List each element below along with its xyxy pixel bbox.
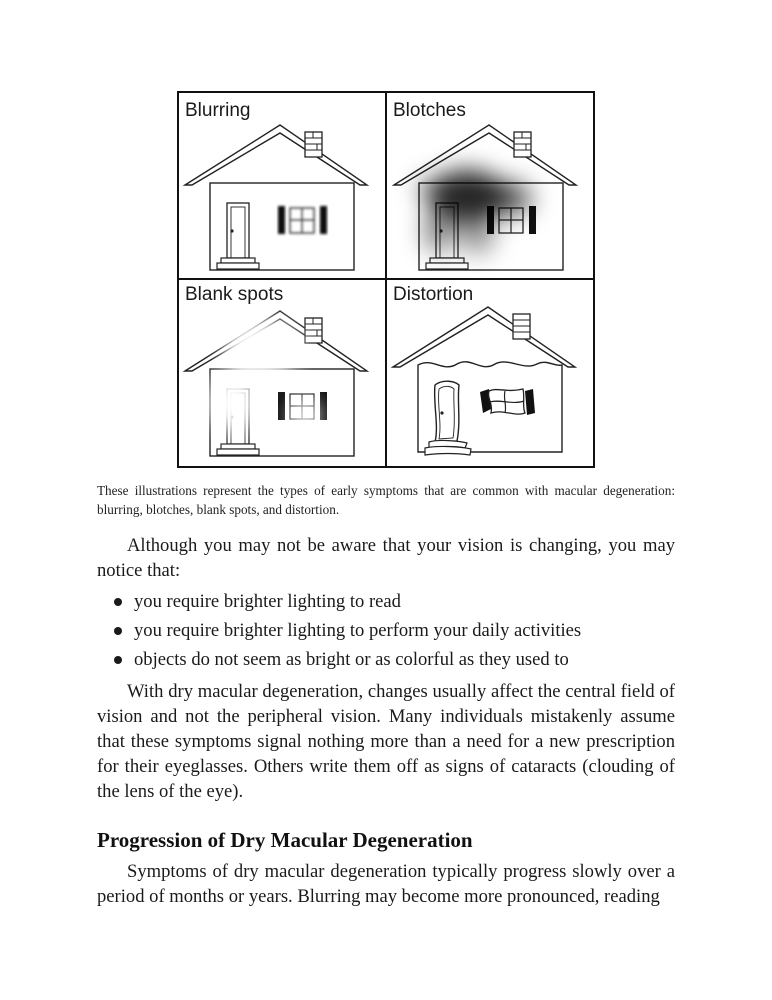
bullet-icon [114, 656, 122, 664]
blotches-label: Blotches [393, 100, 466, 121]
intro-paragraph [97, 533, 675, 583]
section-heading: Progression of Dry Macular Degeneration [97, 828, 473, 852]
blank-spots-label: Blank spots [185, 284, 284, 305]
intro-text: Although you may not be aware that your vision is changing, you may notice that: [97, 535, 675, 581]
list-item: you require brighter lighting to read [112, 589, 672, 618]
symptom-list [112, 589, 672, 676]
distortion-label: Distortion [393, 284, 474, 305]
blurring-label: Blurring [185, 100, 251, 121]
figure-caption: These illustrations represent the types of early symptoms that are common with macular degeneration: blurring, blotches, blank spots, and distortion. [97, 483, 675, 517]
bullet-icon [114, 598, 122, 606]
list-item: you require brighter lighting to perform your daily activities [112, 618, 672, 647]
macular-degeneration-figure [177, 91, 595, 468]
bullet-icon [114, 627, 122, 635]
list-item: objects do not seem as bright or as colorful as they used to [112, 647, 672, 676]
dry-macular-paragraph [97, 679, 675, 804]
paragraph-text: Symptoms of dry macular degeneration typically progress slowly over a period of months or years. Blurring may become more pronounced, reading [97, 861, 675, 907]
progression-paragraph [97, 859, 675, 909]
symptom-illustrations [177, 91, 595, 468]
paragraph-text: With dry macular degeneration, changes usually affect the central field of vision and not the peripheral vision. Many individuals mistakenly assume that these symptoms signal nothing more than a need for a new prescription for their eyeglasses. Others write them off as signs of cataracts (clouding of the lens of the eye). [97, 681, 675, 802]
